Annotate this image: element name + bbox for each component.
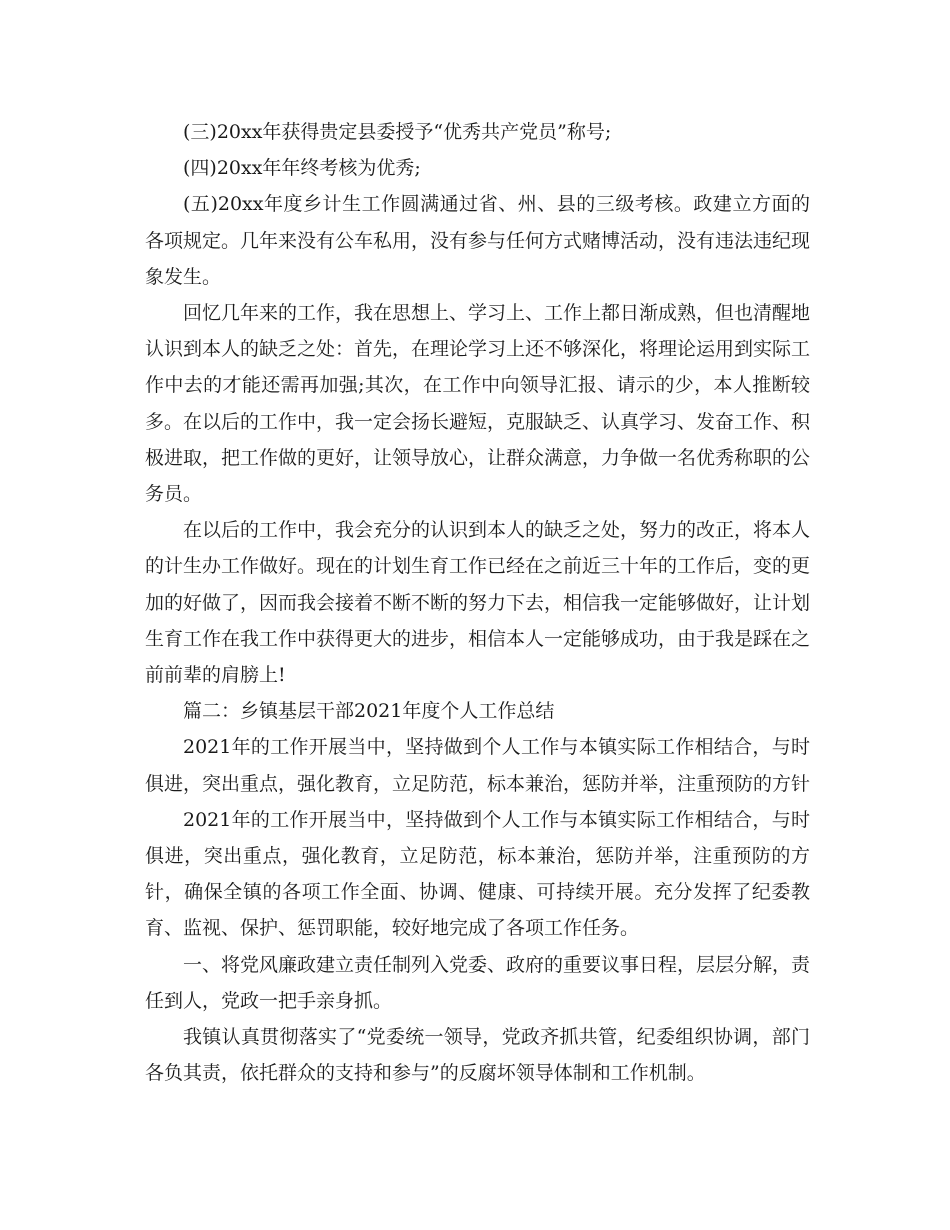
paragraph-point-one: 一、将党风廉政建立责任制列入党委、政府的重要议事日程，层层分解，责任到人，党政一把手亲身抓。 [145,953,811,1012]
paragraph-award: (三)20xx年获得贵定县委授予“优秀共产党员”称号; [183,121,612,143]
paragraph-family-planning-review: (五)20xx年度乡计生工作圆满通过省、州、县的三级考核。政建立方面的各项规定。几年来没有公车私用，没有参与任何方式赌博活动，没有违法违纪现象发生。 [145,193,811,288]
paragraph-assessment: (四)20xx年年终考核为优秀; [183,157,421,180]
document-body [145,114,810,1091]
paragraph-reflection: 回忆几年来的工作，我在思想上、学习上、工作上都日渐成熟，但也清醒地认识到本人的缺乏之处：首先，在理论学习上还不够深化，将理论运用到实际工作中去的才能还需再加强;其次，在工作中向领导汇报、请示的少，本人推断较多。在以后的工作中，我一定会扬长避短，克服缺乏、认真学习、发奋工作、积极进取，把工作做的更好，让领导放心，让群众满意，力争做一名优秀称职的公务员。 [145,302,811,506]
section-heading: 篇二：乡镇基层干部2021年度个人工作总结 [183,700,555,723]
paragraph-intro-short: 2021年的工作开展当中，坚持做到个人工作与本镇实际工作相结合，与时俱进，突出重点，强化教育，立足防范，标本兼治，惩防并举，注重预防的方针 [145,736,811,795]
paragraph-implementation: 我镇认真贯彻落实了“党委统一领导，党政齐抓共管，纪委组织协调，部门各负其责，依托群众的支持和参与”的反腐坏领导体制和工作机制。 [145,1026,810,1085]
paragraph-intro-full: 2021年的工作开展当中，坚持做到个人工作与本镇实际工作相结合，与时俱进，突出重点，强化教育，立足防范，标本兼治，惩防并举，注重预防的方针，确保全镇的各项工作全面、协调、健康、可持续开展。充分发挥了纪委教育、监视、保护、惩罚职能，较好地完成了各项工作任务。 [145,808,810,940]
paragraph-commitment: 在以后的工作中，我会充分的认识到本人的缺乏之处，努力的改正，将本人的计生办工作做好。现在的计划生育工作已经在之前近三十年的工作后，变的更加的好做了，因而我会接着不断不断的努力下去，相信我一定能够做好，让计划生育工作在我工作中获得更大的进步，相信本人一定能够成功，由于我是踩在之前前辈的肩膀上! [145,519,811,687]
